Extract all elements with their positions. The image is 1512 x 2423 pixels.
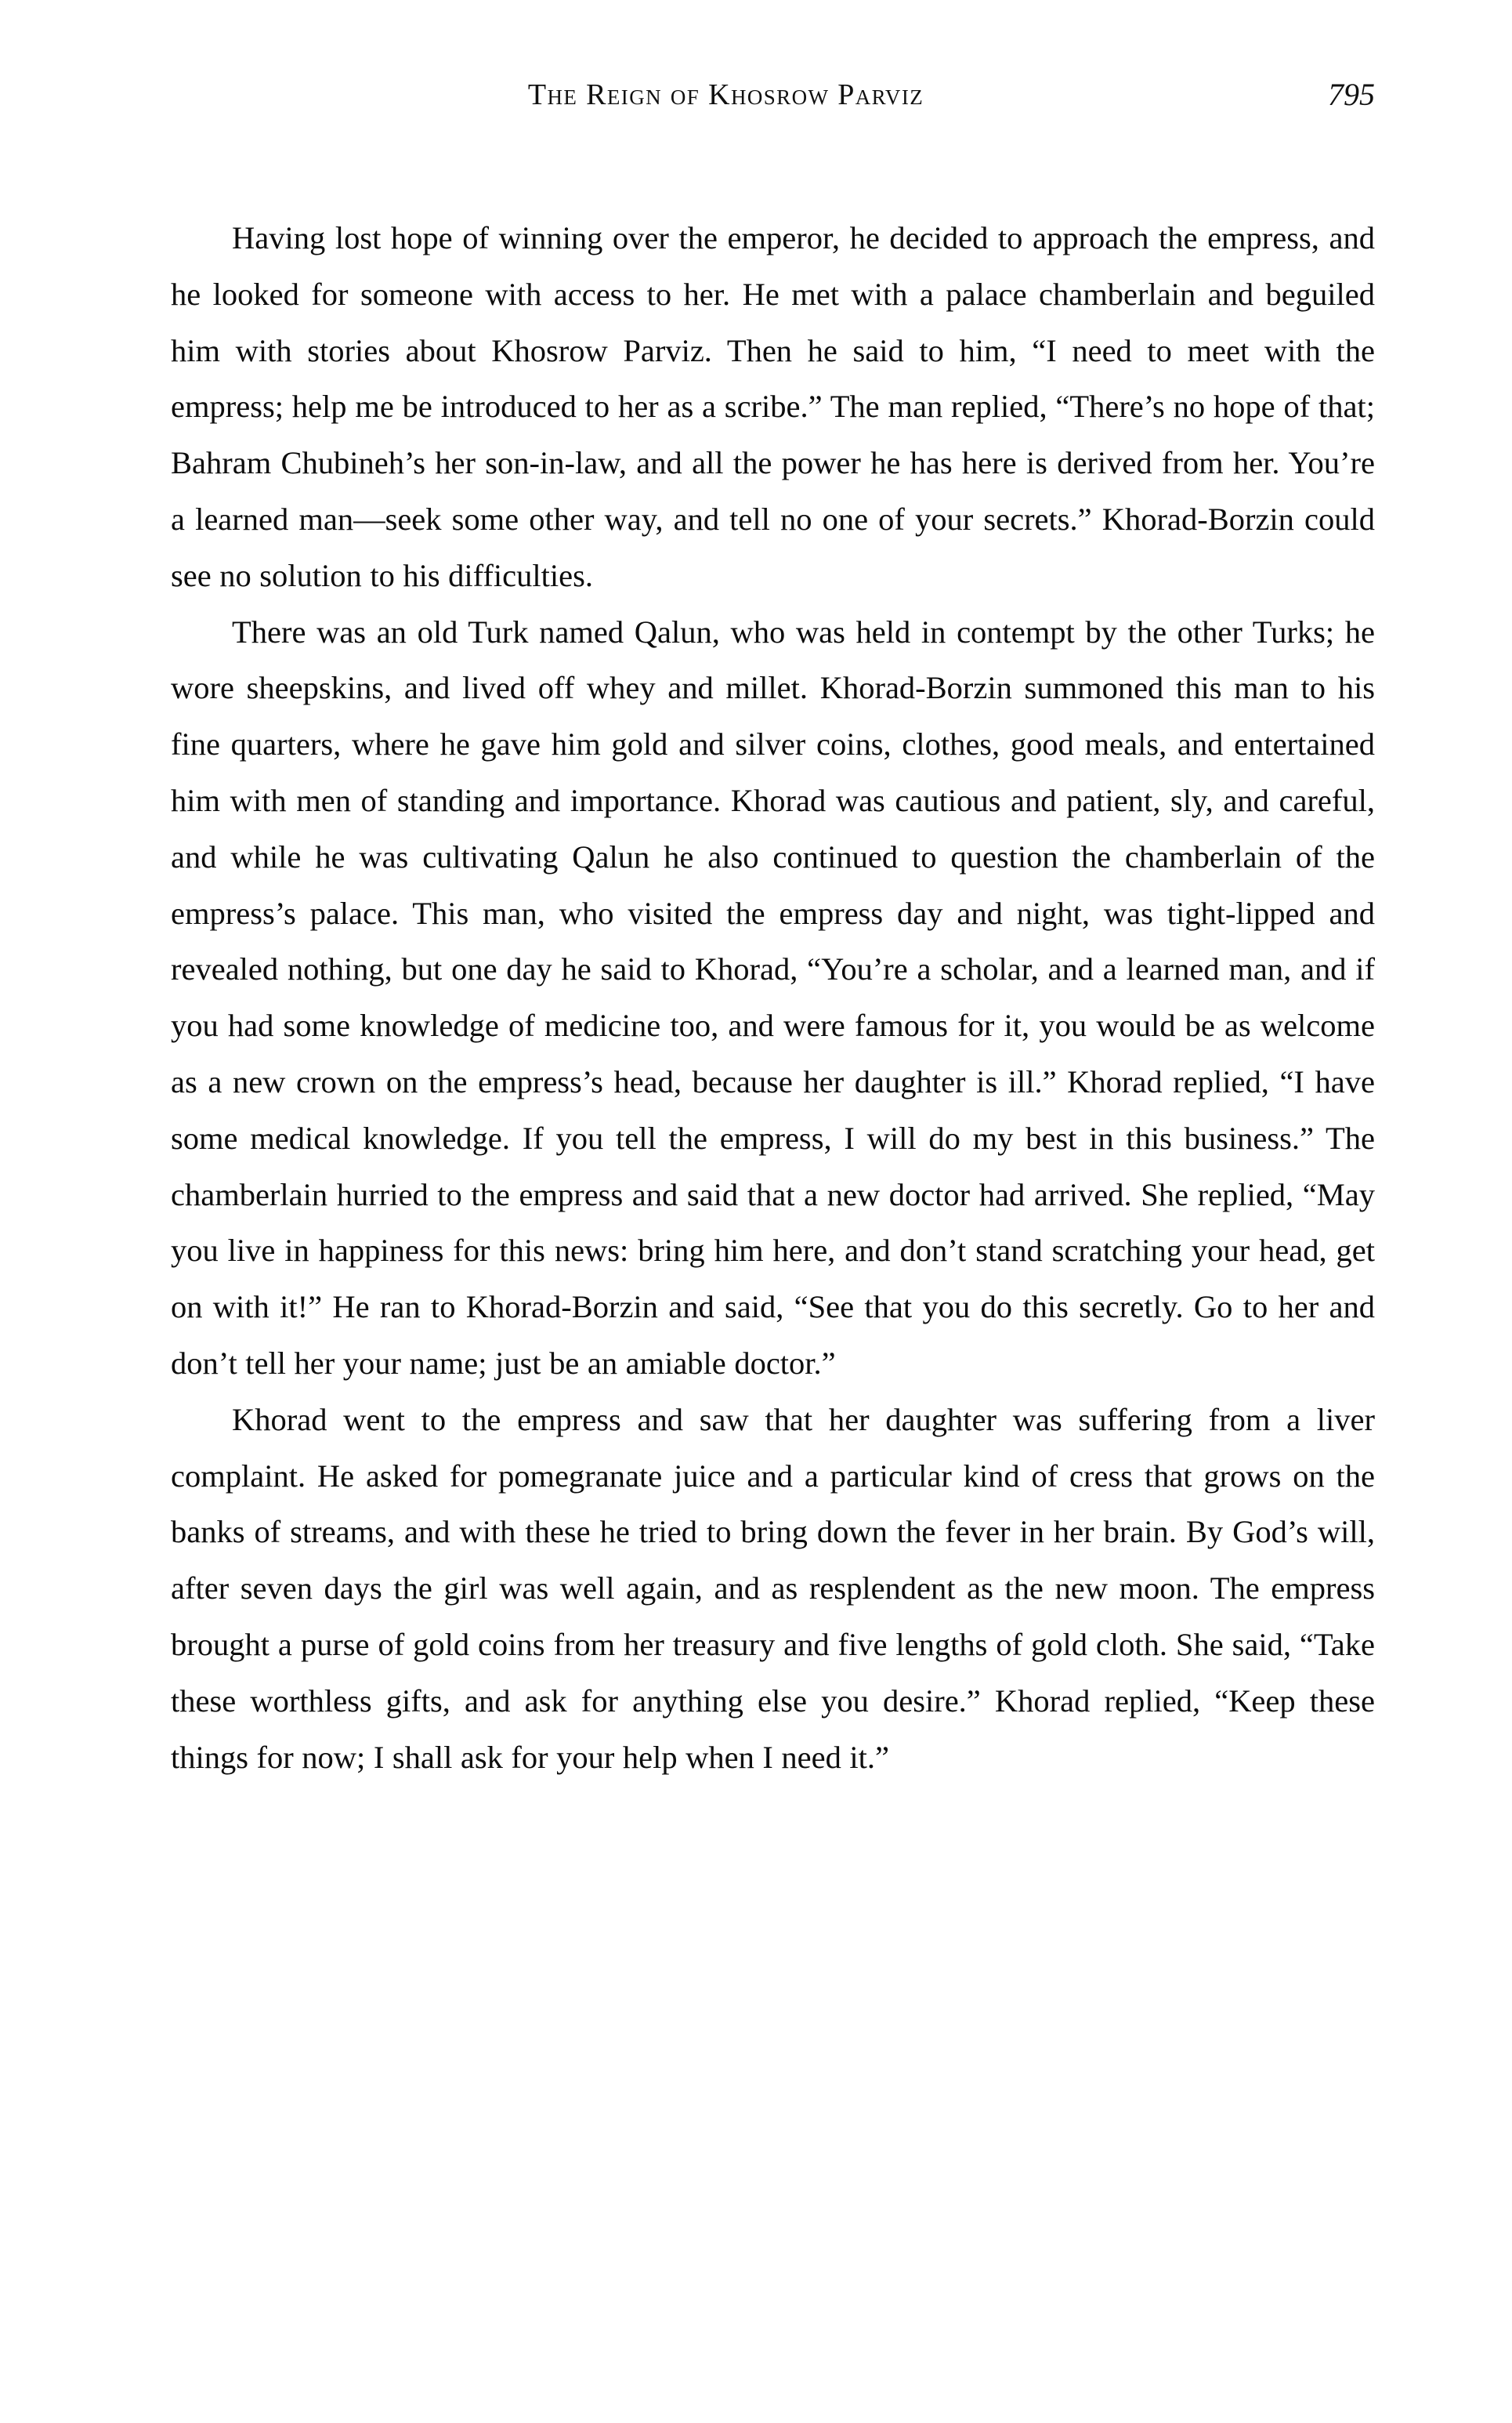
running-head-title: The Reign of Khosrow Parviz [527, 78, 924, 111]
paragraph: Having lost hope of winning over the emperor, he decided to approach the empress, and he looked for someone with access to her. He met with a palace chamberlain and beguiled him with stories about Khosrow Parviz. Then he said to him, “I need to meet with the empress; help me be introduced to her as a scribe.” The man replied, “There’s no hope of that; Bahram Chubineh’s her son-in-law, and all the power he has here is derived from her. You’re a learned man—seek some other way, and tell no one of your secrets.” Khorad-Borzin could see no solution to his difficulties. [171, 220, 1375, 593]
page-number: 795 [1328, 77, 1375, 112]
paragraph: There was an old Turk named Qalun, who was held in contempt by the other Turks; he wore sheepskins, and lived off whey and millet. Khorad-Borzin summoned this man to his fine quarters, where he gave him gold and silver coins, clothes, good meals, and entertained him with men of standing and importance. Khorad was cautious and patient, sly, and careful, and while he was cultivating Qalun he also continued to question the chamberlain of the empress’s palace. This man, who visited the empress day and night, was tight-lipped and revealed nothing, but one day he said to Khorad, “You’re a scholar, and a learned man, and if you had some knowledge of medicine too, and were famous for it, you would be as welcome as a new crown on the empress’s head, because her daughter is ill.” Khorad replied, “I have some medical knowledge. If you tell the empress, I will do my best in this business.” The chamberlain hurried to the empress and said that a new doctor had arrived. She replied, “May you live in happiness for this news: bring him here, and don’t stand scratching your head, get on with it!” He ran to Khorad-Borzin and said, “See that you do this secretly. Go to her and don’t tell her your name; just be an amiable doctor.” [171, 614, 1375, 1381]
running-head [171, 75, 1375, 122]
body-text-block [171, 210, 1375, 1785]
paragraph: Khorad went to the empress and saw that her daughter was suffering from a liver complaint. He asked for pomegranate juice and a particular kind of cress that grows on the banks of streams, and with these he tried to bring down the fever in her brain. By God’s will, after seven days the girl was well again, and as resplendent as the new moon. The empress brought a purse of gold coins from her treasury and five lengths of gold cloth. She said, “Take these worthless gifts, and ask for anything else you desire.” Khorad replied, “Keep these things for now; I shall ask for your help when I need it.” [171, 1401, 1375, 1775]
